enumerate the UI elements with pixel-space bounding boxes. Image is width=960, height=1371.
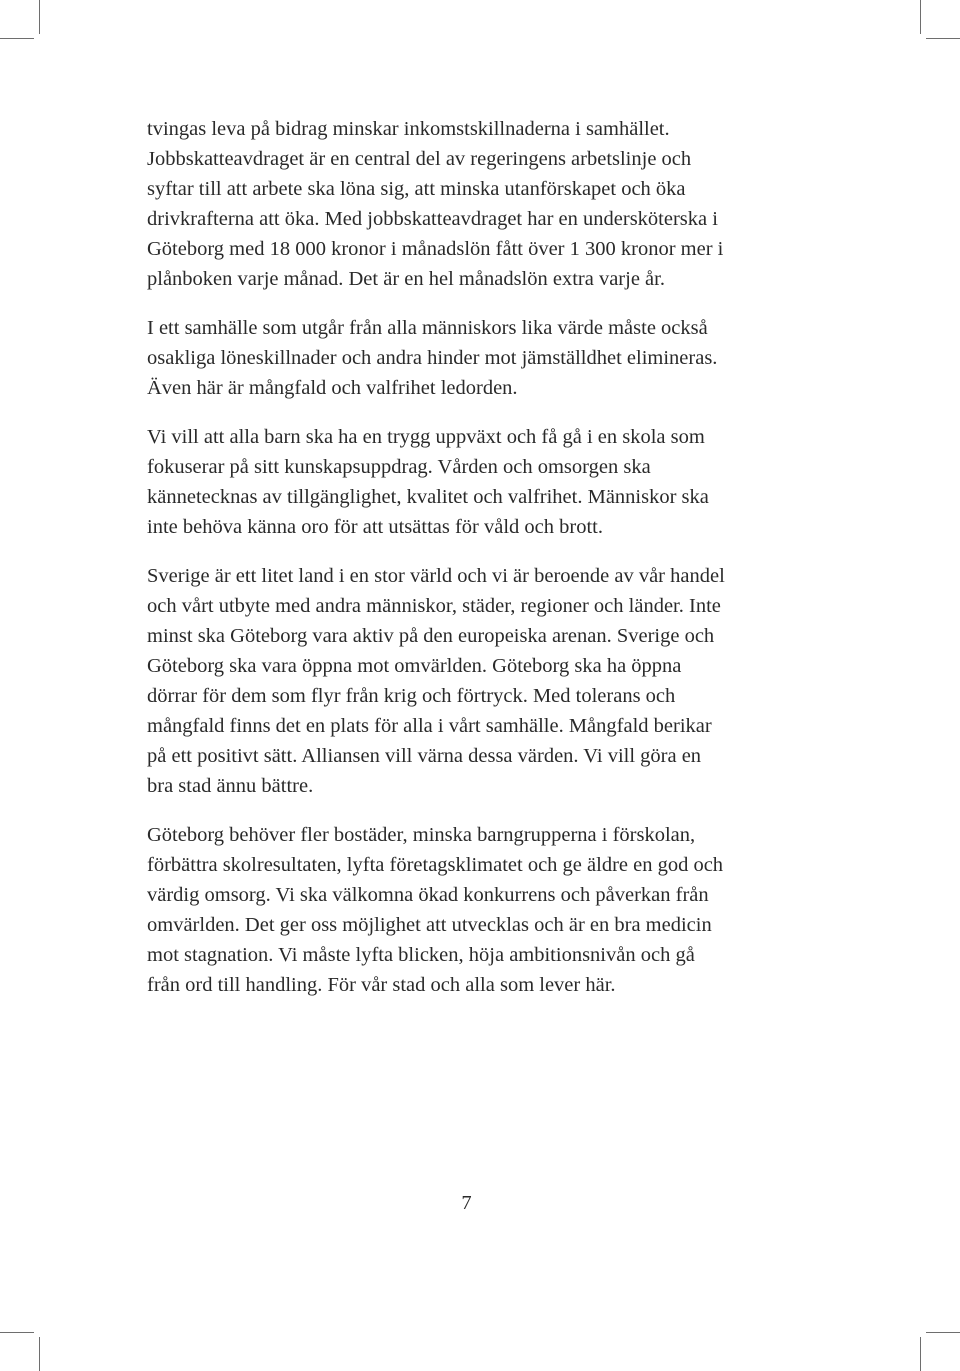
text-line: Göteborg ska vara öppna mot omvärlden. Göteborg ska ha öppna	[147, 655, 682, 677]
body-text	[147, 115, 847, 1000]
text-line: omvärlden. Det ger oss möjlighet att utvecklas och är en bra medicin	[147, 913, 712, 936]
text-line: Sverige är ett litet land i en stor värld och vi är beroende av vår handel	[147, 565, 725, 588]
text-line: Vi vill att alla barn ska ha en trygg uppväxt och få gå i en skola som	[147, 426, 705, 449]
text-line: från ord till handling. För vår stad och alla som lever här.	[147, 973, 616, 996]
text-line: osakliga löneskillnader och andra hinder mot jämställdhet elimineras.	[147, 346, 718, 369]
text-line: på ett positivt sätt. Alliansen vill värna dessa värden. Vi vill göra en	[147, 744, 702, 767]
paragraph-1	[147, 115, 847, 294]
page-number: 7	[461, 1192, 472, 1214]
text-line: Jobbskatteavdraget är en central del av regeringens arbetslinje och	[147, 147, 692, 170]
crop-mark-bottom-right	[920, 1337, 921, 1371]
text-line: I ett samhälle som utgår från alla människors lika värde måste också	[147, 316, 708, 339]
text-line: inte behöva känna oro för att utsättas för våld och brott.	[147, 515, 603, 538]
paragraph-3	[147, 423, 847, 543]
text-line: mot stagnation. Vi måste lyfta blicken, höja ambitionsnivån och gå	[147, 943, 695, 966]
text-line: kännetecknas av tillgänglighet, kvalitet och valfrihet. Människor ska	[147, 485, 709, 508]
paragraph-4	[147, 562, 847, 801]
text-line: fokuserar på sitt kunskapsuppdrag. Vården och omsorgen ska	[147, 456, 651, 479]
crop-mark-top-right-horizontal	[926, 38, 960, 39]
text-line: värdig omsorg. Vi ska välkomna ökad konkurrens och påverkan från	[147, 883, 709, 906]
text-line: förbättra skolresultaten, lyfta företagsklimatet och ge äldre en god och	[147, 853, 724, 876]
text-line: dörrar för dem som flyr från krig och förtryck. Med tolerans och	[147, 684, 676, 707]
paragraph-5	[147, 821, 847, 1000]
crop-mark-top-left-horizontal	[0, 38, 34, 39]
crop-mark-bottom-left	[39, 1337, 40, 1371]
text-line: Göteborg behöver fler bostäder, minska barngrupperna i förskolan,	[147, 824, 696, 847]
text-line: och vårt utbyte med andra människor, städer, regioner och länder. Inte	[147, 595, 721, 618]
text-line: mångfald finns det en plats för alla i vårt samhälle. Mångfald berikar	[147, 714, 712, 737]
text-line: tvingas leva på bidrag minskar inkomstskillnaderna i samhället.	[147, 118, 670, 140]
crop-mark-bottom-left-horizontal	[0, 1332, 34, 1333]
text-line: Även här är mångfald och valfrihet ledorden.	[147, 376, 518, 399]
text-line: minst ska Göteborg vara aktiv på den europeiska arenan. Sverige och	[147, 625, 715, 648]
paragraph-2	[147, 314, 847, 404]
crop-mark-top-left	[39, 0, 40, 34]
text-line: drivkrafterna att öka. Med jobbskatteavdraget har en undersköterska i	[147, 207, 718, 230]
text-line: Göteborg med 18 000 kronor i månadslön fått över 1 300 kronor mer i	[147, 237, 724, 260]
text-line: syftar till att arbete ska löna sig, att minska utanförskapet och öka	[147, 177, 686, 200]
text-line: plånboken varje månad. Det är en hel månadslön extra varje år.	[147, 267, 665, 290]
crop-mark-top-right	[920, 0, 921, 34]
crop-mark-bottom-right-horizontal	[926, 1332, 960, 1333]
text-line: bra stad ännu bättre.	[147, 774, 314, 797]
